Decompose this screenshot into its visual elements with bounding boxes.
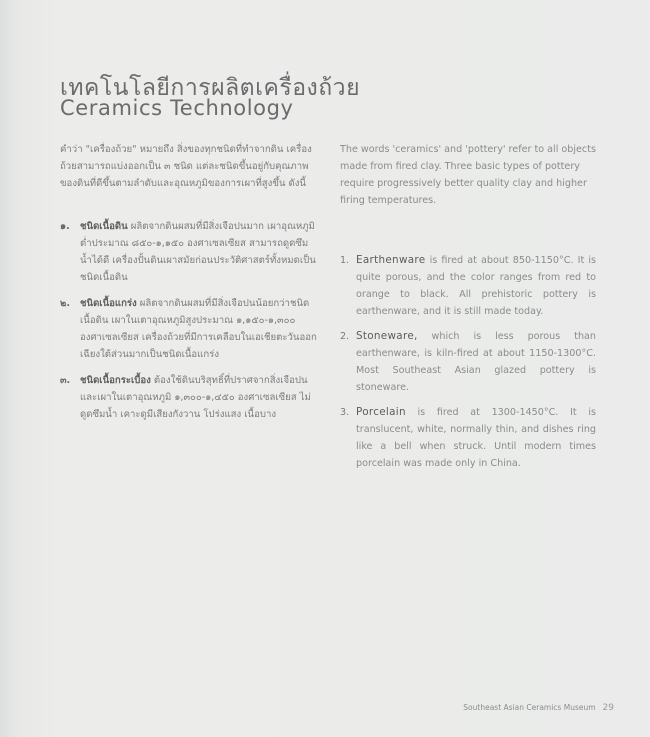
thai-list-item	[60, 218, 318, 286]
english-list-item	[340, 328, 596, 396]
english-list-number: 1.	[340, 255, 350, 266]
thai-term: ชนิดเนื้อแกร่ง	[80, 298, 137, 309]
footer-museum-name: Southeast Asian Ceramics Museum	[463, 703, 596, 712]
thai-intro-paragraph: คำว่า "เครื่องถ้วย" หมายถึง สิ่งของทุกชนิดที่ทำจากดิน เครื่องถ้วยสามารถแบ่งออกเป็น ๓ ชนิด แต่ละชนิดขึ้นอยู่กับคุณภาพของดินที่ดีขึ้นตามลำดับและอุณหภูมิของการเผาที่สูงขึ้น ดังนี้	[60, 144, 312, 189]
thai-item-text: ผลิตจากดินผสมที่มีสิ่งเจือปนมาก เผาอุณหภูมิต่ำประมาณ ๘๕๐-๑,๑๕๐ องศาเซลเซียส สามารถดูดซึมน้ำได้ดี เครื่องปั้นดินเผาสมัยก่อนประวัติศาสตร์ทั้งหมดเป็นชนิดเนื้อดิน	[80, 221, 316, 283]
thai-item-text: ผลิตจากดินผสมที่มีสิ่งเจือปนน้อยกว่าชนิดเนื้อดิน เผาในเตาอุณหภูมิสูงประมาณ ๑,๑๕๐-๑,๓๐๐ องศาเซลเซียส เครื่องถ้วยที่มีการเคลือบในเอเชียตะวันออกเฉียงใต้ส่วนมากเป็นชนิดเนื้อแกร่ง	[80, 298, 317, 360]
thai-item-text: ต้องใช้ดินบริสุทธิ์ที่ปราศจากสิ่งเจือปน และเผาในเตาอุณหภูมิ ๑,๓๐๐-๑,๔๕๐ องศาเซลเซียส ไม่ดูดซึมน้ำ เคาะดูมีเสียงกังวาน โปร่งแสง เนื้อบาง	[80, 375, 311, 420]
thai-text-column	[60, 141, 318, 432]
thai-term: ชนิดเนื้อดิน	[80, 221, 128, 232]
page-title-thai: เทคโนโลยีการผลิตเครื่องถ้วย	[60, 75, 361, 101]
page-title-english: Ceramics Technology	[60, 96, 294, 120]
page-number: 29	[602, 703, 614, 713]
english-list-number: 3.	[340, 407, 350, 418]
thai-term: ชนิดเนื้อกระเบื้อง	[80, 375, 151, 386]
thai-list-number: ๓.	[60, 375, 71, 386]
english-intro-paragraph: The words 'ceramics' and 'pottery' refer to all objects made from fired clay. Three basic types of pottery require progressively better quality clay and higher firing temperatures.	[340, 144, 596, 206]
english-list-number: 2.	[340, 331, 350, 342]
english-term: Earthenware	[356, 254, 426, 266]
thai-list-item	[60, 295, 318, 363]
english-item-text: which is less porous than earthenware, is kiln-fired at about 1150-1300°C. Most Southeast Asian glazed pottery is stoneware.	[356, 331, 596, 393]
english-term: Porcelain	[356, 406, 406, 418]
english-text-column	[340, 141, 596, 480]
english-list-item	[340, 252, 596, 320]
english-item-text: is fired at 1300-1450°C. It is translucent, white, normally thin, and dishes ring like a bell when struck. Until modern times porcelain was made only in China.	[356, 407, 596, 469]
thai-list-item	[60, 372, 318, 423]
thai-list-number: ๑.	[60, 221, 70, 232]
thai-list-number: ๒.	[60, 298, 70, 309]
english-item-text: is fired at about 850-1150°C. It is quite porous, and the color ranges from red to orange to black. All prehistoric pottery is earthenware, and it is still made today.	[356, 255, 596, 317]
english-list-item	[340, 404, 596, 472]
english-term: Stoneware,	[356, 330, 418, 342]
page-footer	[463, 703, 614, 713]
